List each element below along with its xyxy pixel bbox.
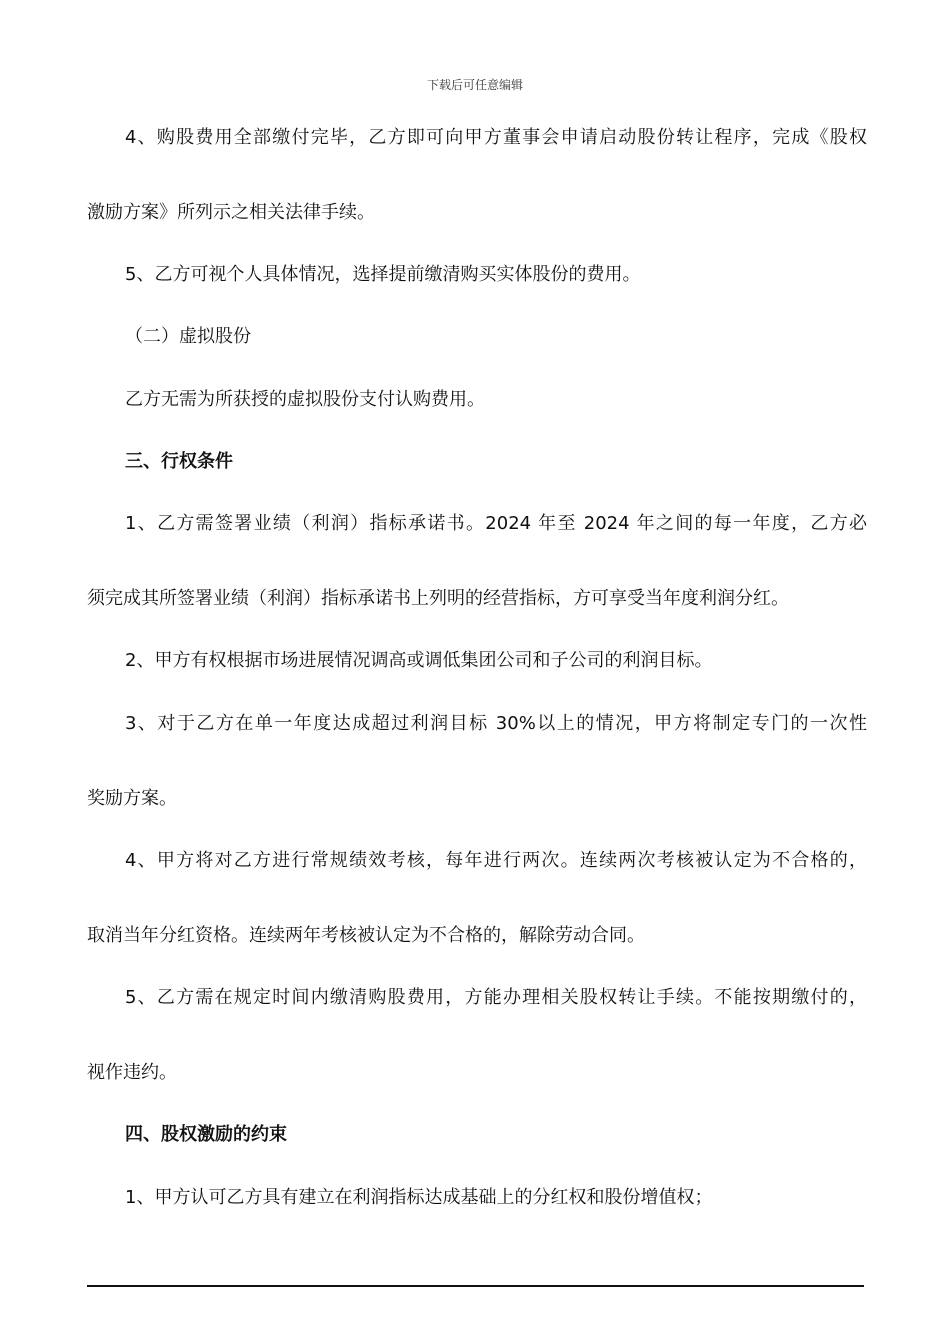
section-heading-constraints: 四、股权激励的约束 bbox=[125, 1124, 287, 1145]
paragraph-4-line-1: 4、购股费用全部缴付完毕，乙方即可向甲方董事会申请启动股份转让程序，完成《股权 bbox=[125, 127, 867, 148]
footer-divider bbox=[87, 1285, 864, 1287]
paragraph-5-prepay: 5、乙方可视个人具体情况，选择提前缴清购买实体股份的费用。 bbox=[125, 264, 641, 285]
constraint-1: 1、甲方认可乙方具有建立在利润指标达成基础上的分红权和股份增值权； bbox=[125, 1187, 713, 1208]
condition-3-line-2: 奖励方案。 bbox=[87, 788, 177, 809]
condition-2: 2、甲方有权根据市场进展情况调高或调低集团公司和子公司的利润目标。 bbox=[125, 650, 713, 671]
condition-4-line-2: 取消当年分红资格。连续两年考核被认定为不合格的，解除劳动合同。 bbox=[87, 925, 645, 946]
page-header-note: 下载后可任意编辑 bbox=[426, 78, 523, 92]
condition-5-line-2: 视作违约。 bbox=[87, 1062, 177, 1083]
subheading-virtual-shares: （二）虚拟股份 bbox=[125, 326, 251, 347]
condition-5-line-1: 5、乙方需在规定时间内缴清购股费用，方能办理相关股权转让手续。不能按期缴付的， bbox=[125, 987, 867, 1008]
section-heading-exercise-conditions: 三、行权条件 bbox=[125, 451, 233, 472]
condition-1-line-1: 1、乙方需签署业绩（利润）指标承诺书。2024 年至 2024 年之间的每一年度，乙方必 bbox=[125, 513, 867, 534]
paragraph-4-line-2: 激励方案》所列示之相关法律手续。 bbox=[87, 202, 375, 223]
paragraph-virtual-shares: 乙方无需为所获授的虚拟股份支付认购费用。 bbox=[125, 389, 485, 410]
condition-4-line-1: 4、甲方将对乙方进行常规绩效考核，每年进行两次。连续两次考核被认定为不合格的， bbox=[125, 850, 867, 871]
condition-1-line-2: 须完成其所签署业绩（利润）指标承诺书上列明的经营指标，方可享受当年度利润分红。 bbox=[87, 588, 789, 609]
condition-3-line-1: 3、对于乙方在单一年度达成超过利润目标 30%以上的情况，甲方将制定专门的一次性 bbox=[125, 713, 867, 734]
